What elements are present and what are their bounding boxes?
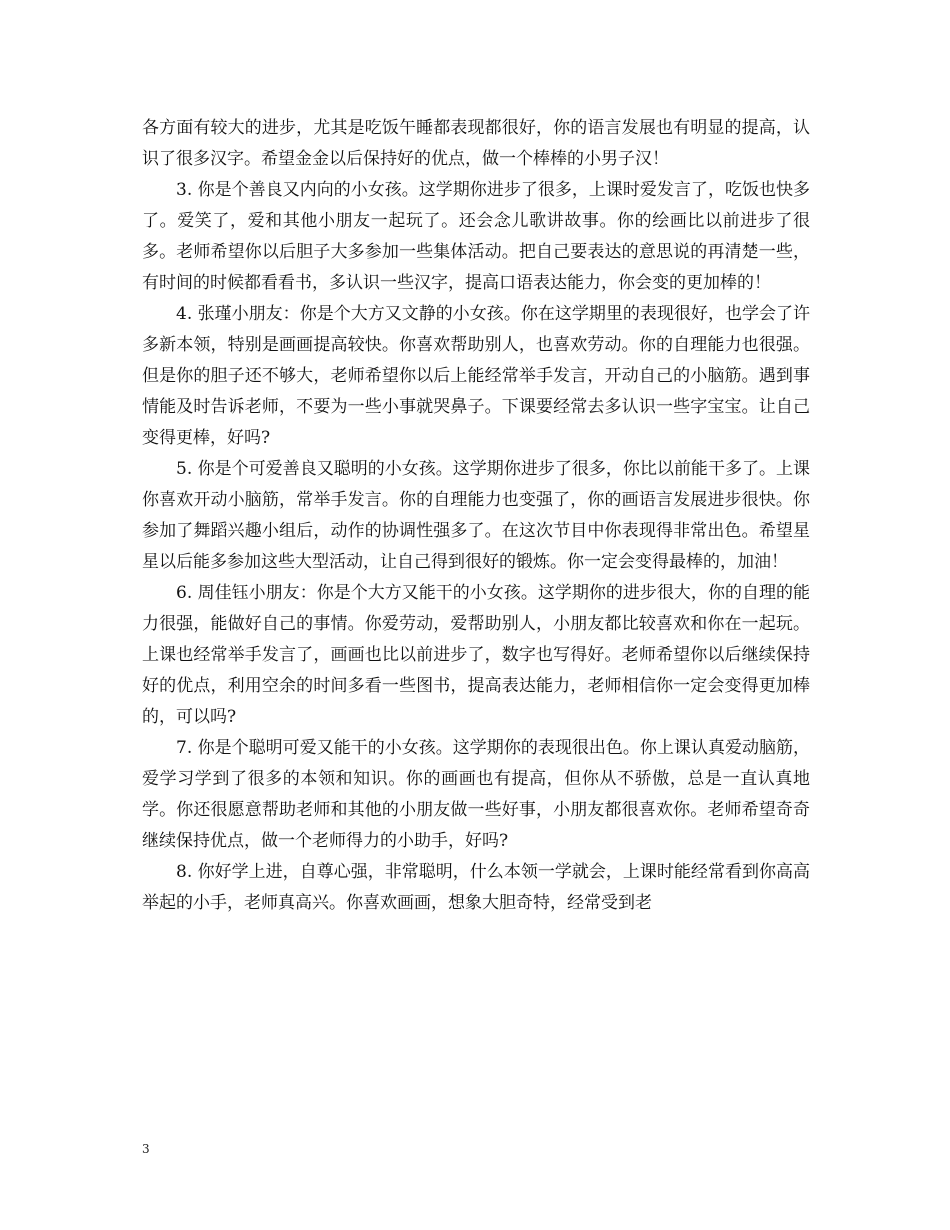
- paragraph-item-8: 8. 你好学上进，自尊心强，非常聪明，什么本领一学就会，上课时能经常看到你高高举起的小手，老师真高兴。你喜欢画画，想象大胆奇特，经常受到老: [142, 862, 810, 913]
- paragraph-item-7: 7. 你是个聪明可爱又能干的小女孩。这学期你的表现很出色。你上课认真爱动脑筋，爱学习学到了很多的本领和知识。你的画画也有提高，但你从不骄傲，总是一直认真地学。你还很愿意帮助老师和其他的小朋友做一些好事，小朋友都很喜欢你。老师希望奇奇继续保持优点，做一个老师得力的小助手，好吗?: [142, 738, 810, 851]
- page-number: 3: [142, 1142, 150, 1156]
- paragraph-item-3: 3. 你是个善良又内向的小女孩。这学期你进步了很多，上课时爱发言了，吃饭也快多了。爱笑了，爱和其他小朋友一起玩了。还会念儿歌讲故事。你的绘画比以前进步了很多。老师希望你以后胆子大多参加一些集体活动。把自己要表达的意思说的再清楚一些，有时间的时候都看看书，多认识一些汉字，提高口语表达能力，你会变的更加棒的！: [142, 180, 810, 293]
- paragraph-item-5: 5. 你是个可爱善良又聪明的小女孩。这学期你进步了很多，你比以前能干多了。上课你喜欢开动小脑筋，常举手发言。你的自理能力也变强了，你的画语言发展进步很快。你参加了舞蹈兴趣小组后，动作的协调性强多了。在这次节目中你表现得非常出色。希望星星以后能多参加这些大型活动，让自己得到很好的锻炼。你一定会变得最棒的，加油！: [142, 459, 810, 572]
- document-body: [142, 113, 810, 919]
- paragraph-item-4: 4. 张瑾小朋友：你是个大方又文静的小女孩。你在这学期里的表现很好，也学会了许多新本领，特别是画画提高较快。你喜欢帮助别人，也喜欢劳动。你的自理能力也很强。但是你的胆子还不够大，老师希望你以后上能经常举手发言，开动自己的小脑筋。遇到事情能及时告诉老师，不要为一些小事就哭鼻子。下课要经常去多认识一些字宝宝。让自己变得更棒，好吗?: [142, 304, 810, 448]
- paragraph-continuation: 各方面有较大的进步，尤其是吃饭午睡都表现都很好，你的语言发展也有明显的提高，认识了很多汉字。希望金金以后保持好的优点，做一个棒棒的小男子汉！: [142, 118, 810, 169]
- paragraph-item-6: 6. 周佳钰小朋友：你是个大方又能干的小女孩。这学期你的进步很大，你的自理的能力很强，能做好自己的事情。你爱劳动，爱帮助别人，小朋友都比较喜欢和你在一起玩。上课也经常举手发言了，画画也比以前进步了，数字也写得好。老师希望你以后继续保持好的优点，利用空余的时间多看一些图书，提高表达能力，老师相信你一定会变得更加棒的，可以吗?: [142, 583, 810, 727]
